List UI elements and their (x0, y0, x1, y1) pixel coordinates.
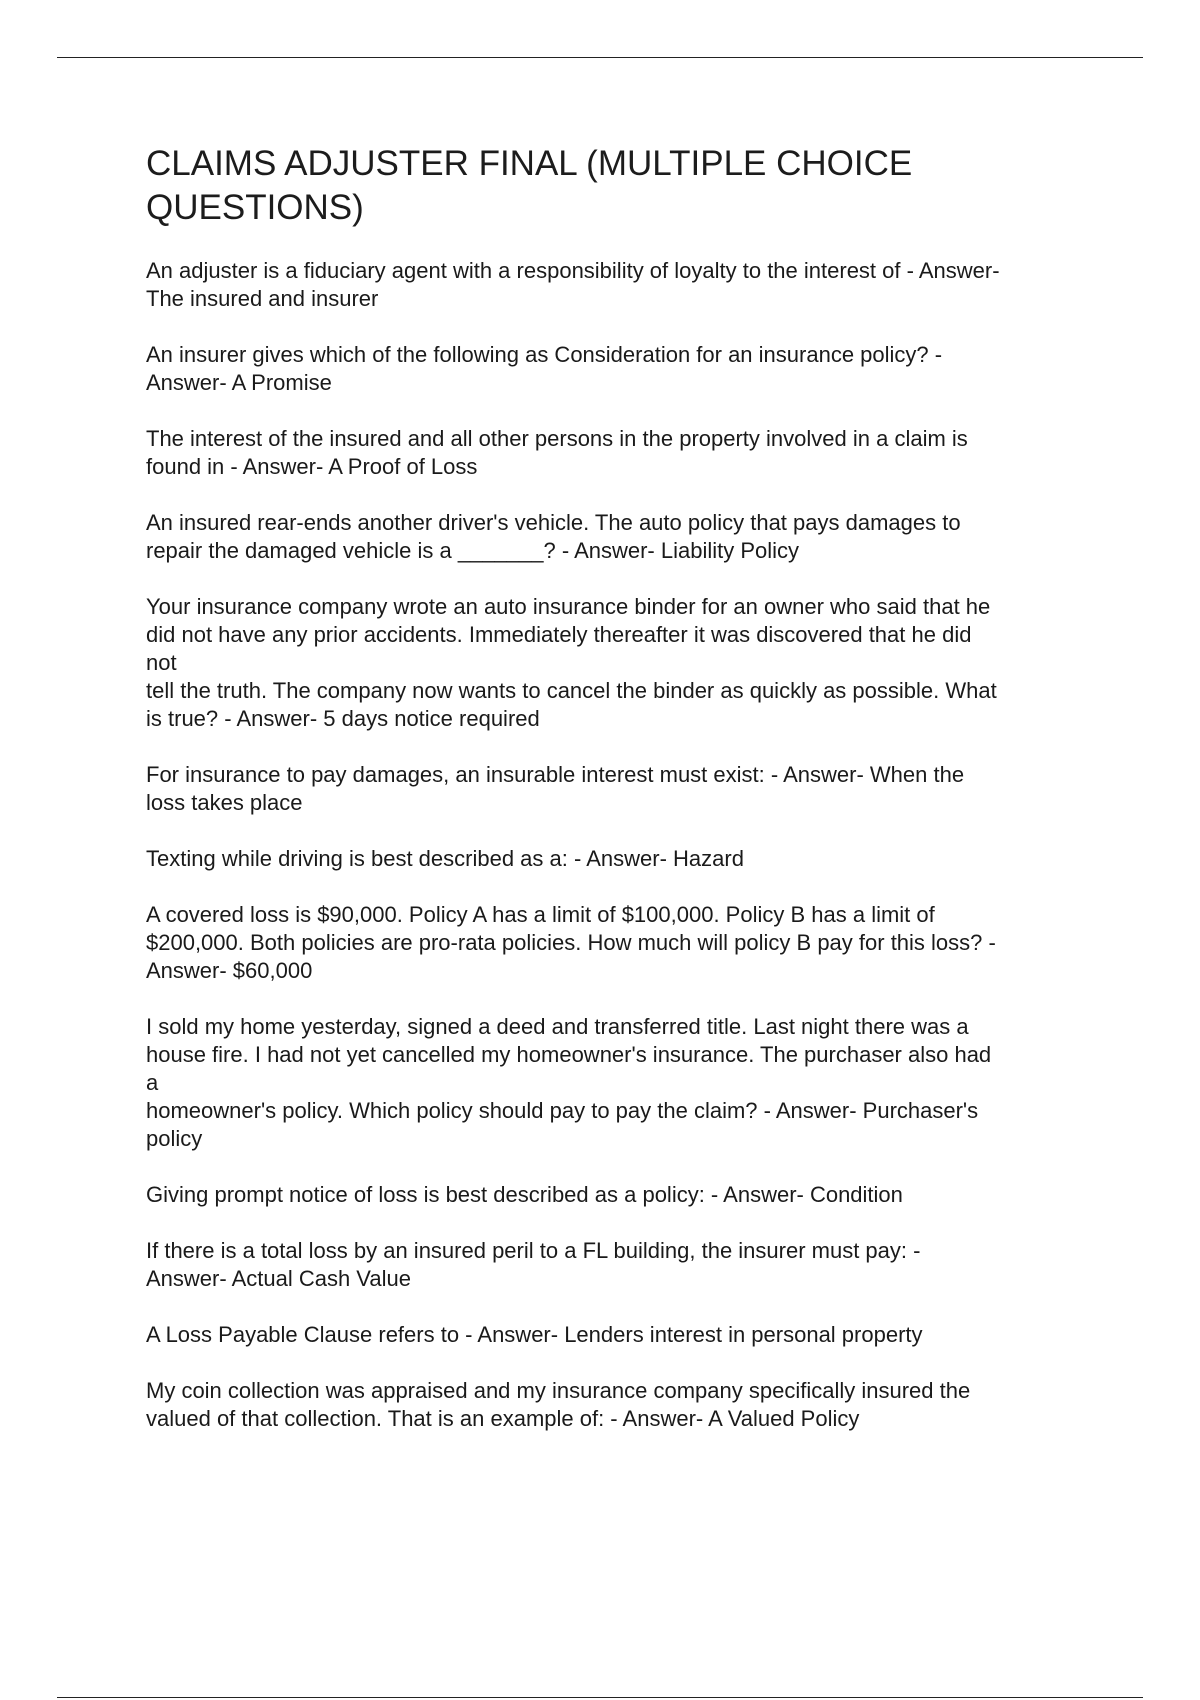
question-answer-item (146, 425, 1086, 481)
title-line: CLAIMS ADJUSTER FINAL (MULTIPLE CHOICE (146, 144, 913, 183)
document-body (146, 142, 1086, 1461)
question-answer-item (146, 509, 1086, 565)
question-answer-item (146, 761, 1086, 817)
qa-text-line: My coin collection was appraised and my insurance company specifically insured the (146, 1378, 971, 1403)
question-answer-item (146, 593, 1086, 733)
qa-text-line: Answer- A Promise (146, 370, 332, 395)
qa-text-line: Answer- Actual Cash Value (146, 1266, 411, 1291)
qa-text-line: The interest of the insured and all other persons in the property involved in a claim is (146, 426, 968, 451)
qa-text-line: Your insurance company wrote an auto insurance binder for an owner who said that he (146, 594, 991, 619)
question-answer-item (146, 1237, 1086, 1293)
bottom-rule (57, 1697, 1143, 1698)
qa-text-line: $200,000. Both policies are pro-rata policies. How much will policy B pay for this loss? - (146, 930, 996, 955)
question-answer-item (146, 257, 1086, 313)
qa-text-line: found in - Answer- A Proof of Loss (146, 454, 478, 479)
document-title (146, 142, 1086, 230)
qa-text-line: I sold my home yesterday, signed a deed and transferred title. Last night there was a (146, 1014, 969, 1039)
qa-text-line: policy (146, 1126, 203, 1151)
question-list (146, 257, 1086, 1433)
qa-text-line: repair the damaged vehicle is a _______? - Answer- Liability Policy (146, 538, 800, 563)
qa-text-line: A covered loss is $90,000. Policy A has a limit of $100,000. Policy B has a limit of (146, 902, 935, 927)
qa-text-line: For insurance to pay damages, an insurable interest must exist: - Answer- When the (146, 762, 965, 787)
qa-text-line: An insured rear-ends another driver's vehicle. The auto policy that pays damages to (146, 510, 961, 535)
qa-text-line: valued of that collection. That is an example of: - Answer- A Valued Policy (146, 1406, 860, 1431)
question-answer-item (146, 341, 1086, 397)
question-answer-item (146, 1377, 1086, 1433)
qa-text-line: not (146, 650, 177, 675)
question-answer-item (146, 901, 1086, 985)
qa-text-line: Giving prompt notice of loss is best described as a policy: - Answer- Condition (146, 1182, 903, 1207)
qa-text-line: is true? - Answer- 5 days notice required (146, 706, 540, 731)
qa-text-line: An insurer gives which of the following as Consideration for an insurance policy? - (146, 342, 943, 367)
qa-text-line: loss takes place (146, 790, 303, 815)
qa-text-line: homeowner's policy. Which policy should pay to pay the claim? - Answer- Purchaser's (146, 1098, 979, 1123)
qa-text-line: Answer- $60,000 (146, 958, 313, 983)
qa-text-line: An adjuster is a fiduciary agent with a responsibility of loyalty to the interest of - Answer- (146, 258, 1000, 283)
question-answer-item (146, 1321, 1086, 1349)
title-line: QUESTIONS) (146, 188, 364, 227)
question-answer-item (146, 1013, 1086, 1153)
qa-text-line: A Loss Payable Clause refers to - Answer- Lenders interest in personal property (146, 1322, 923, 1347)
qa-text-line: tell the truth. The company now wants to cancel the binder as quickly as possible. What (146, 678, 997, 703)
qa-text-line: house fire. I had not yet cancelled my homeowner's insurance. The purchaser also had (146, 1042, 992, 1067)
qa-text-line: Texting while driving is best described as a: - Answer- Hazard (146, 846, 744, 871)
qa-text-line: did not have any prior accidents. Immediately thereafter it was discovered that he did (146, 622, 972, 647)
qa-text-line: If there is a total loss by an insured peril to a FL building, the insurer must pay: - (146, 1238, 921, 1263)
qa-text-line: The insured and insurer (146, 286, 379, 311)
question-answer-item (146, 1181, 1086, 1209)
top-rule (57, 57, 1143, 58)
qa-text-line: a (146, 1070, 159, 1095)
question-answer-item (146, 845, 1086, 873)
